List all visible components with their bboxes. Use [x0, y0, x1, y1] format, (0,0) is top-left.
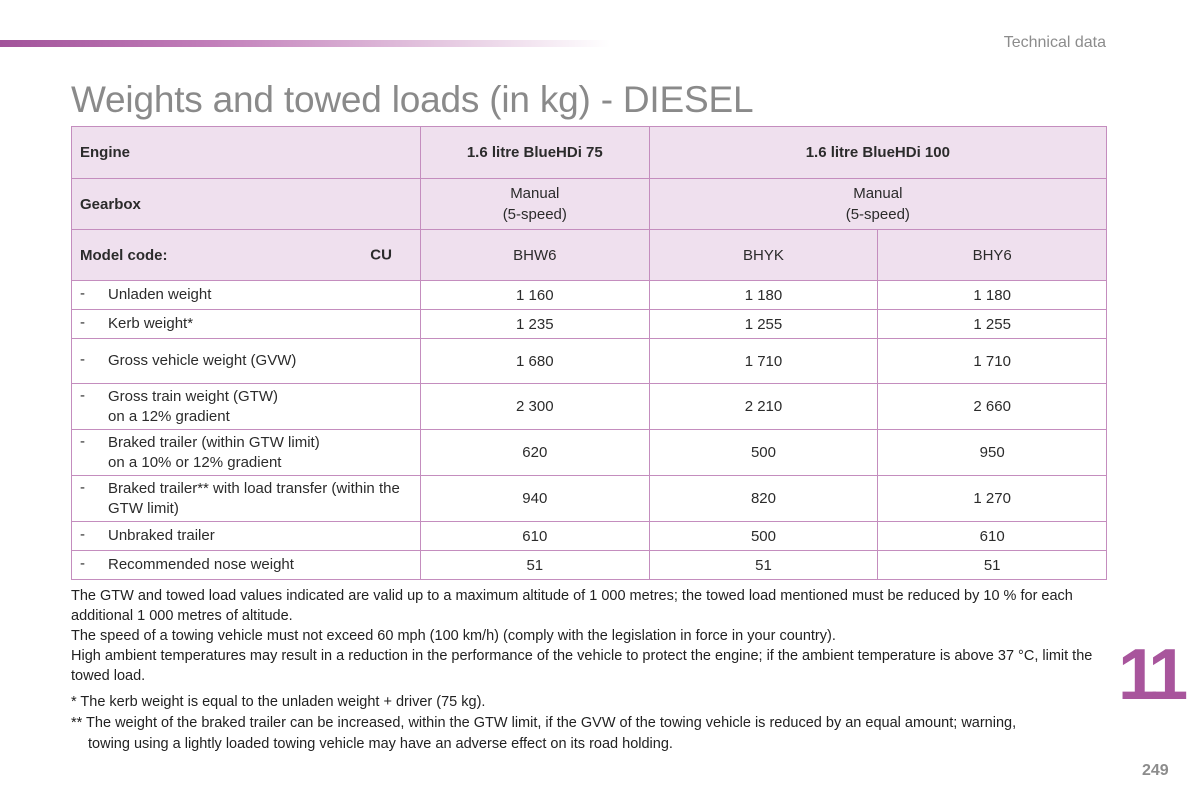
weights-table [71, 126, 1107, 580]
row-value: 1 180 [649, 281, 878, 310]
gearbox-100-type: Manual [853, 185, 903, 202]
table-row [72, 310, 1107, 339]
gearbox-100-speed: (5-speed) [845, 206, 910, 223]
page-title: Weights and towed loads (in kg) - DIESEL [71, 79, 754, 120]
engine-row [72, 127, 1107, 179]
row-label [72, 281, 421, 310]
row-value: 500 [649, 430, 878, 476]
row-value: 51 [420, 551, 649, 580]
row-value: 1 255 [649, 310, 878, 339]
row-label-text [108, 479, 408, 519]
note-temperature: High ambient temperatures may result in a reduction in the performance of the vehicle to protect the engine; if the ambient temperature is above 37 °C, limit the towed load. [71, 648, 1093, 684]
row-label [72, 384, 421, 430]
footnote-braked-trailer: ** The weight of the braked trailer can be increased, within the GTW limit, if the GVW of the towing vehicle is reduced by an equal amount; warning, [71, 715, 1017, 731]
table-row [72, 384, 1107, 430]
gearbox-75-speed: (5-speed) [502, 206, 567, 223]
row-dash: - [80, 432, 85, 450]
table-row [72, 551, 1107, 580]
row-label-line: on a 10% or 12% gradient [108, 453, 282, 471]
section-title: Technical data [1003, 34, 1106, 51]
model-code-row [72, 230, 1107, 281]
gearbox-label: Gearbox [72, 179, 421, 230]
model-code-cu: CU [370, 246, 392, 264]
engine-75: 1.6 litre BlueHDi 75 [420, 127, 649, 179]
footnote-kerb: * The kerb weight is equal to the unladen weight + driver (75 kg). [71, 694, 486, 710]
row-value: 2 660 [878, 384, 1107, 430]
model-code-cell [72, 230, 421, 281]
model-code-bhyk: BHYK [649, 230, 878, 281]
table-row [72, 339, 1107, 384]
row-value: 1 235 [420, 310, 649, 339]
row-label [72, 310, 421, 339]
row-value: 1 180 [878, 281, 1107, 310]
model-code-bhy6: BHY6 [878, 230, 1107, 281]
notes [71, 586, 1111, 686]
gearbox-75-type: Manual [510, 185, 560, 202]
row-value: 820 [649, 476, 878, 522]
chapter-number: 11 [1118, 635, 1183, 715]
row-label-line: on a 12% gradient [108, 407, 230, 425]
row-value: 1 160 [420, 281, 649, 310]
row-label-line: Braked trailer** with load transfer (within the [108, 479, 400, 497]
table-row [72, 522, 1107, 551]
row-dash: - [80, 285, 85, 302]
header-accent-bar [0, 40, 610, 47]
row-label-text: Gross vehicle weight (GVW) [108, 352, 297, 369]
row-label-line: GTW limit) [108, 499, 179, 517]
row-label-text: Recommended nose weight [108, 556, 294, 573]
row-label [72, 551, 421, 580]
row-dash: - [80, 386, 85, 404]
row-value: 500 [649, 522, 878, 551]
row-value: 950 [878, 430, 1107, 476]
row-value: 1 270 [878, 476, 1107, 522]
row-dash: - [80, 314, 85, 331]
row-value: 2 300 [420, 384, 649, 430]
row-label-line: Braked trailer (within GTW limit) [108, 433, 320, 451]
page-number: 249 [1142, 762, 1169, 779]
row-dash: - [80, 351, 85, 368]
row-value: 610 [878, 522, 1107, 551]
row-label [72, 339, 421, 384]
row-label [72, 476, 421, 522]
row-value: 1 710 [649, 339, 878, 384]
row-label-text: Unbraked trailer [108, 527, 215, 544]
row-dash: - [80, 555, 85, 572]
table-row [72, 430, 1107, 476]
model-code-bhw6: BHW6 [420, 230, 649, 281]
model-code-label: Model code: [80, 246, 168, 264]
footnote-braked-trailer-cont: towing using a lightly loaded towing vehicle may have an adverse effect on its road holding. [88, 736, 673, 752]
row-label-text [108, 433, 408, 473]
row-value: 2 210 [649, 384, 878, 430]
row-value: 940 [420, 476, 649, 522]
row-label [72, 522, 421, 551]
gearbox-100 [649, 179, 1106, 230]
row-label-line: Gross train weight (GTW) [108, 387, 279, 405]
gearbox-75 [420, 179, 649, 230]
engine-100: 1.6 litre BlueHDi 100 [649, 127, 1106, 179]
engine-label: Engine [72, 127, 421, 179]
row-dash: - [80, 478, 85, 496]
row-label [72, 430, 421, 476]
row-label-text: Kerb weight* [108, 315, 194, 332]
row-value: 620 [420, 430, 649, 476]
row-value: 51 [649, 551, 878, 580]
row-value: 610 [420, 522, 649, 551]
row-value: 51 [878, 551, 1107, 580]
row-value: 1 710 [878, 339, 1107, 384]
row-label-text [108, 387, 408, 427]
note-altitude: The GTW and towed load values indicated are valid up to a maximum altitude of 1 000 metres; the towed load mentioned must be reduced by 10 % for each additional 1 000 metres of altitude. [71, 588, 1073, 624]
table-row [72, 476, 1107, 522]
row-dash: - [80, 526, 85, 543]
row-value: 1 255 [878, 310, 1107, 339]
row-value: 1 680 [420, 339, 649, 384]
table-row [72, 281, 1107, 310]
footnotes [71, 692, 1111, 755]
note-speed: The speed of a towing vehicle must not exceed 60 mph (100 km/h) (comply with the legislation in force in your country). [71, 628, 836, 644]
row-label-text: Unladen weight [108, 286, 212, 303]
gearbox-row [72, 179, 1107, 230]
